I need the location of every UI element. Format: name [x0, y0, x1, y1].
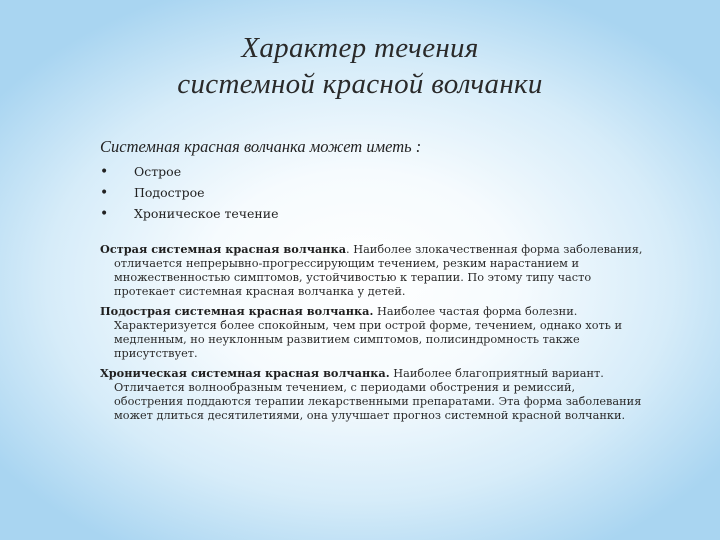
bullet-icon: • — [100, 163, 109, 180]
slide-title — [100, 30, 620, 102]
course-types-list — [100, 161, 279, 224]
list-item — [100, 161, 279, 182]
list-item-label: Хроническое течение — [134, 206, 279, 221]
paragraph-heading: Острая системная красная волчанка — [100, 242, 347, 256]
paragraph-body: . Наиболее злокачественная форма заболевания, отличается непрерывно-прогрессирующим течением, резким нарастанием и множественностью симптомов, устойчивостью к терапии. По этому типу часто протекает системная красная волчанка у детей. — [114, 243, 643, 298]
list-item-label: Подострое — [134, 185, 205, 200]
paragraph-heading: Подострая системная красная волчанка. — [100, 304, 374, 318]
slide-title-line-2: системной красной волчанки — [177, 68, 543, 100]
bullet-icon: • — [100, 205, 109, 222]
intro-text: Системная красная волчанка может иметь : — [100, 137, 422, 156]
description-section — [100, 242, 645, 428]
paragraph-body: Наиболее благоприятный вариант. Отличается волнообразным течением, с периодами обострения и ремиссий, обострения поддаются терапии лекарственными препаратами. Эта форма заболевания может длиться десятилетиями, она улучшает прогноз системной красной волчанки. — [114, 367, 642, 422]
paragraph-body: Наиболее частая форма болезни. Характеризуется более спокойным, чем при острой форме, течением, однако хоть и медленным, но неуклонным развитием симптомов, полисиндромность также присутствует. — [114, 305, 623, 360]
list-item — [100, 203, 279, 224]
paragraph-chronic — [100, 366, 645, 423]
paragraph-acute — [100, 242, 645, 299]
list-item — [100, 182, 279, 203]
slide-title-line-1: Характер течения — [241, 32, 479, 64]
bullet-icon: • — [100, 184, 109, 201]
paragraph-heading: Хроническая системная красная волчанка. — [100, 366, 390, 380]
list-item-label: Острое — [134, 164, 182, 179]
paragraph-subacute — [100, 304, 645, 361]
